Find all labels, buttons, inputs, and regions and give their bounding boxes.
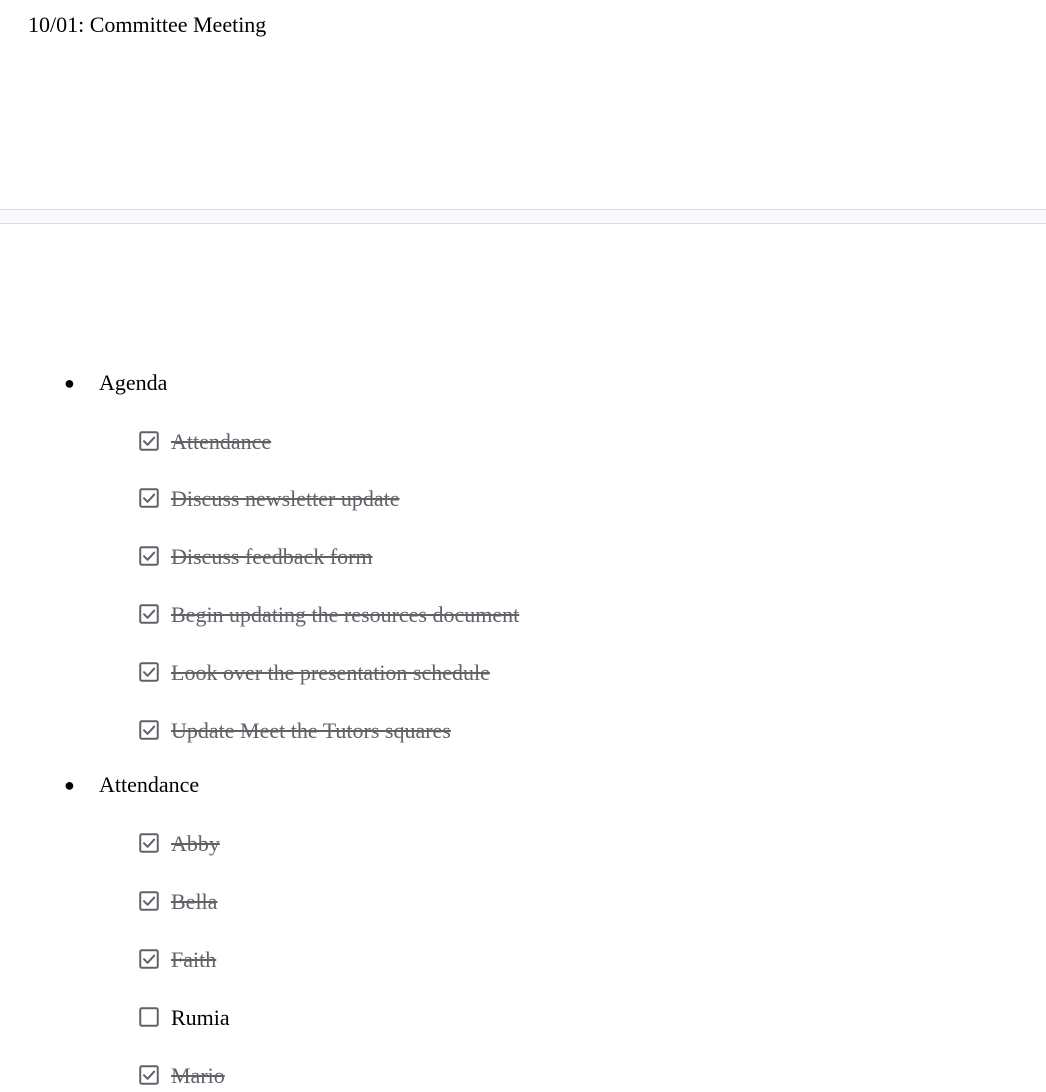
checkbox-checked-icon[interactable] [139, 1065, 159, 1085]
checklist-item [0, 944, 1046, 974]
bullet-point: ● [64, 373, 75, 393]
checkbox-checked-icon[interactable] [139, 546, 159, 566]
checklist-item-label: Update Meet the Tutors squares [171, 718, 451, 743]
checkbox-checked-icon[interactable] [139, 604, 159, 624]
page-break [0, 209, 1046, 224]
checklist-item-label: Mario [171, 1063, 225, 1088]
checklist-item [0, 657, 1046, 687]
bullet-label: Attendance [99, 772, 200, 797]
page-header [0, 0, 1046, 209]
checklist-item [0, 886, 1046, 916]
checklist-item [0, 599, 1046, 629]
checklist-item [0, 483, 1046, 513]
checkbox-checked-icon[interactable] [139, 833, 159, 853]
bullet-label: Agenda [99, 370, 168, 395]
checklist-item [0, 426, 1046, 456]
checklist-item-label: Attendance [171, 429, 272, 454]
checkbox-unchecked-icon[interactable] [139, 1007, 159, 1027]
checklist-item-label: Faith [171, 947, 217, 972]
checkbox-checked-icon[interactable] [139, 662, 159, 682]
checkbox-checked-icon[interactable] [139, 891, 159, 911]
checklist-item [0, 828, 1046, 858]
checklist-item-label: Bella [171, 889, 218, 914]
checklist-item [0, 1002, 1046, 1032]
checklist-item-label: Abby [171, 831, 220, 856]
bullet-item-agenda[interactable] [0, 368, 1046, 398]
checklist-item-label: Discuss feedback form [171, 544, 373, 569]
document-title[interactable]: 10/01: Committee Meeting [28, 12, 267, 37]
checklist-item-label: Look over the presentation schedule [171, 660, 490, 685]
bullet-point: ● [64, 775, 75, 795]
document-page [0, 224, 1046, 1088]
checkbox-checked-icon[interactable] [139, 431, 159, 451]
checklist-item-label: Begin updating the resources document [171, 602, 520, 627]
checklist-item-label: Discuss newsletter update [171, 486, 400, 511]
checklist-item [0, 541, 1046, 571]
checkbox-checked-icon[interactable] [139, 720, 159, 740]
checkbox-checked-icon[interactable] [139, 488, 159, 508]
checklist-item [0, 715, 1046, 745]
checklist-item-label: Rumia [171, 1005, 230, 1030]
bullet-item-attendance[interactable] [0, 770, 1046, 800]
checklist-item [0, 1060, 1046, 1090]
checkbox-checked-icon[interactable] [139, 949, 159, 969]
